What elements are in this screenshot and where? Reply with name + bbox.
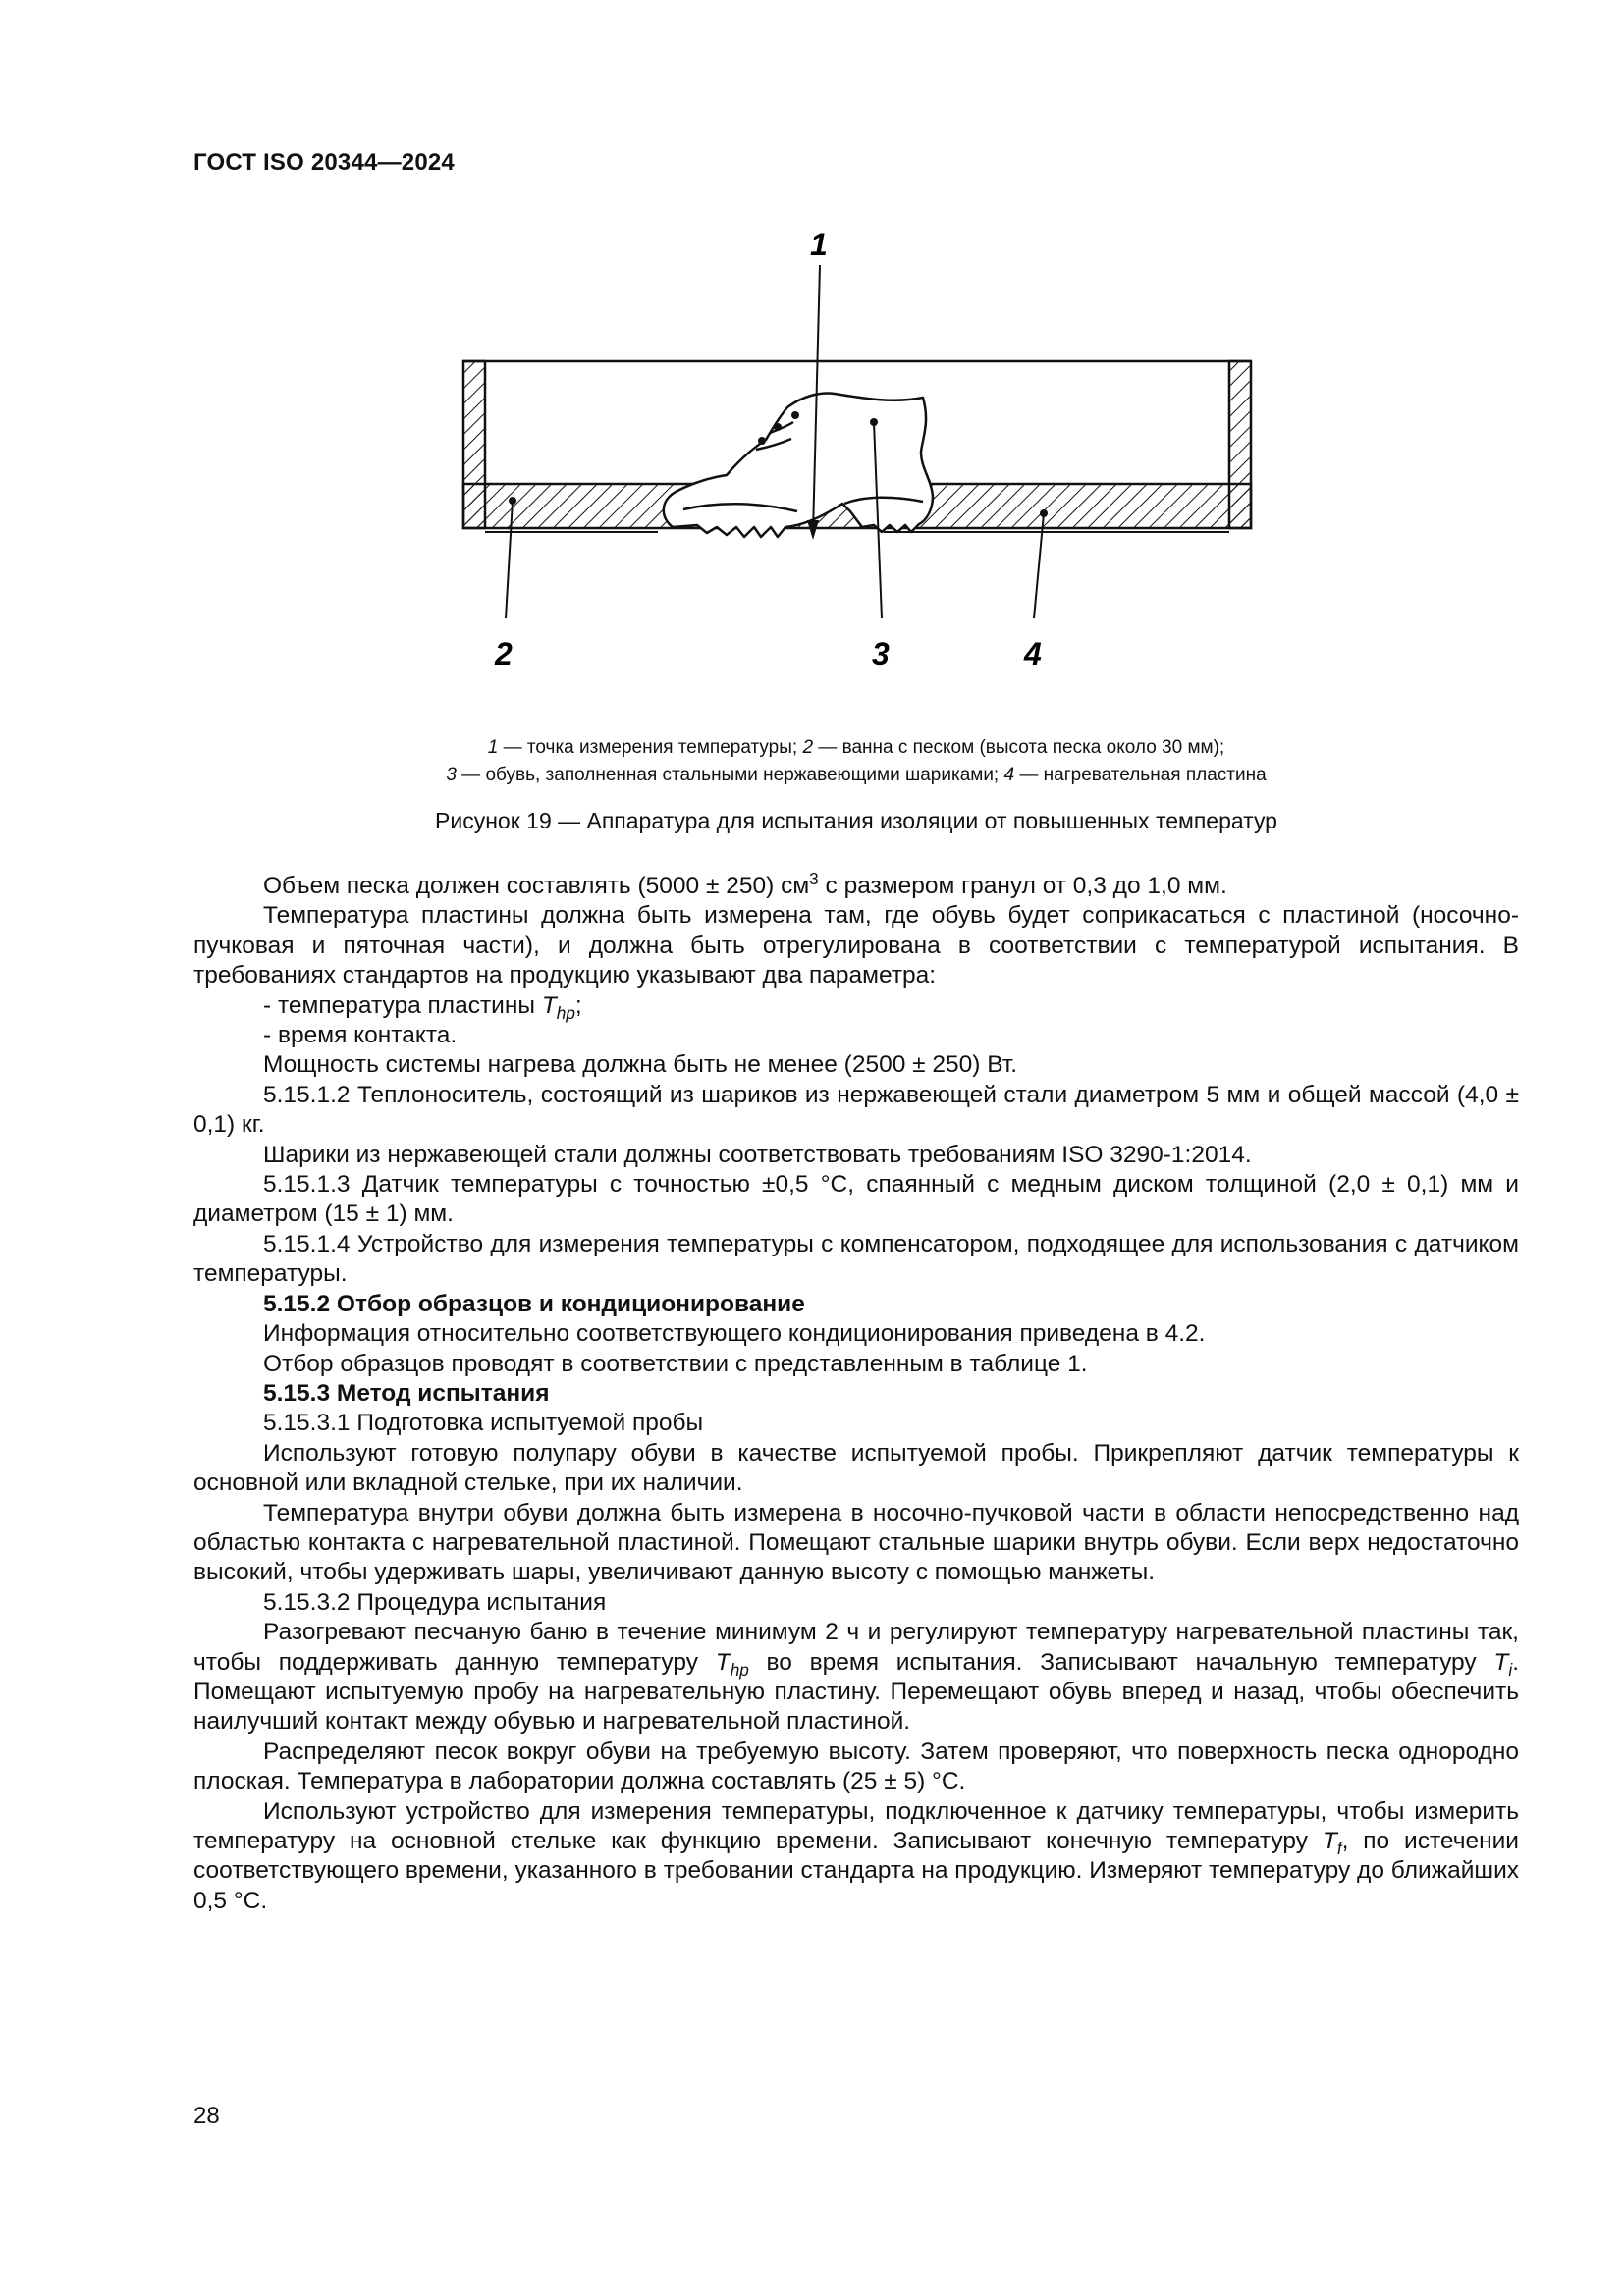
callout-2-label: 2 <box>495 636 513 671</box>
sand-layer <box>485 532 1229 534</box>
paragraph <box>193 1141 1519 1170</box>
text-run: Температура пластины должна быть измерена там, где обувь будет соприкасаться с пластиной (носочно-пучковая и пяточная части), и должна быть отрегулирована в соответствии с температурой испытания. В требованиях стандартов на продукцию указывают два параметра: <box>193 902 1519 989</box>
text-run: T <box>715 1648 731 1676</box>
page-number: 28 <box>193 2103 220 2129</box>
text-run: T <box>1493 1648 1509 1676</box>
paragraph <box>193 1797 1519 1917</box>
text-run: Распределяют песок вокруг обуви на требуемую высоту. Затем проверяют, что поверхность песка однородно плоская. Температура в лаборатории должна составлять (25 ± 5) °С. <box>193 1737 1519 1795</box>
text-run: f <box>1336 1838 1342 1858</box>
text-run: T <box>541 991 557 1019</box>
paragraph <box>193 1439 1519 1499</box>
text-run: Шарики из нержавеющей стали должны соответствовать требованиям ISO 3290-1:2014. <box>263 1141 1252 1168</box>
text-run: 5.15.3.2 Процедура испытания <box>263 1588 607 1616</box>
text-run: Отбор образцов проводят в соответствии с представленным в таблице 1. <box>263 1350 1088 1377</box>
paragraph <box>193 1350 1519 1379</box>
figure-legend-line-1 <box>196 734 1516 762</box>
body-text <box>193 868 1519 1916</box>
text-run: Разогревают песчаную баню в течение минимум 2 ч и регулируют температуру нагревательной пластины так, чтобы поддерживать данную температуру <box>193 1619 1519 1676</box>
legend-num: 1 <box>487 737 499 758</box>
paragraph <box>193 1499 1519 1588</box>
paragraph <box>193 1618 1519 1737</box>
text-run: , по истечении соответствующего времени, указанного в требовании стандарта на продукцию. Измеряют температуру до ближайших 0,5 °С. <box>193 1828 1519 1914</box>
legend-text: — нагревательная пластина <box>1014 765 1267 785</box>
paragraph <box>193 1588 1519 1618</box>
text-run: 5.15.3.1 Подготовка испытуемой пробы <box>263 1410 704 1437</box>
paragraph <box>193 1230 1519 1290</box>
section-heading <box>193 1290 1519 1319</box>
text-run: - время контакта. <box>263 1022 458 1049</box>
legend-num: 3 <box>446 765 457 785</box>
text-run: Мощность системы нагрева должна быть не менее (2500 ± 250) Вт. <box>263 1051 1018 1079</box>
text-run: 5.15.2 Отбор образцов и кондиционирование <box>263 1290 805 1317</box>
callout-1-label: 1 <box>810 227 828 262</box>
text-run: Используют готовую полупару обуви в качестве испытуемой пробы. Прикрепляют датчик температуры к основной или вкладной стельке, при их наличии. <box>193 1439 1519 1497</box>
paragraph <box>193 1319 1519 1349</box>
paragraph <box>193 901 1519 990</box>
text-run: . Помещают испытуемую пробу на нагревательную пластину. Перемещают обувь вперед и назад, чтобы обеспечить наилучший контакт между обувью и нагревательной пластиной. <box>193 1648 1519 1735</box>
callout-4-label: 4 <box>1024 636 1042 671</box>
paragraph <box>193 1050 1519 1080</box>
text-run: Объем песка должен составлять (5000 ± 250) см <box>263 873 810 899</box>
document-header: ГОСТ ISO 20344—2024 <box>193 149 455 176</box>
text-run: - температура пластины <box>263 991 542 1019</box>
section-heading <box>193 1379 1519 1409</box>
text-run: T <box>1322 1828 1337 1854</box>
text-run: 5.15.1.2 Теплоноситель, состоящий из шариков из нержавеющей стали диаметром 5 мм и общей массой (4,0 ± 0,1) кг. <box>193 1081 1519 1139</box>
text-run: во время испытания. Записывают начальную температуру <box>748 1648 1494 1676</box>
text-run: 5.15.1.3 Датчик температуры с точностью ±0,5 °С, спаянный с медным диском толщиной (2,0 ± 0,1) мм и диаметром (15 ± 1) мм. <box>193 1171 1519 1228</box>
text-run: hp <box>556 1002 575 1023</box>
paragraph <box>193 1170 1519 1230</box>
text-run: Информация относительно соответствующего кондиционирования приведена в 4.2. <box>263 1320 1206 1348</box>
figure-legend-line-2 <box>196 762 1516 789</box>
legend-num: 4 <box>1003 765 1015 785</box>
text-run: hp <box>730 1659 749 1680</box>
legend-text: — обувь, заполненная стальными нержавеющими шариками; <box>456 765 1004 785</box>
legend-num: 2 <box>802 737 814 758</box>
legend-text: — точка измерения температуры; <box>498 737 803 758</box>
text-run: с размером гранул от 0,3 до 1,0 мм. <box>818 873 1227 899</box>
paragraph <box>193 1409 1519 1438</box>
text-run: i <box>1508 1659 1513 1680</box>
text-run: ; <box>574 991 582 1019</box>
apparatus-figure <box>432 221 1276 731</box>
text-run: 5.15.1.4 Устройство для измерения температуры с компенсатором, подходящее для использования с датчиком температуры. <box>193 1230 1519 1288</box>
callout-3-label: 3 <box>872 636 890 671</box>
shoe-outline <box>664 394 933 537</box>
list-item <box>193 1021 1519 1050</box>
paragraph <box>193 868 1519 901</box>
paragraph <box>193 1081 1519 1141</box>
paragraph <box>193 1737 1519 1797</box>
text-run: 3 <box>809 868 819 888</box>
text-run: Используют устройство для измерения температуры, подключенное к датчику температуры, чтобы измерить температуру на основной стельке как функцию времени. Записывают конечную температуру <box>193 1797 1519 1854</box>
text-run: 5.15.3 Метод испытания <box>263 1379 550 1407</box>
legend-text: — ванна с песком (высота песка около 30 мм); <box>813 737 1225 758</box>
list-item <box>193 991 1519 1021</box>
figure-caption: Рисунок 19 — Аппаратура для испытания изоляции от повышенных температур <box>435 808 1277 833</box>
text-run: Температура внутри обуви должна быть измерена в носочно-пучковой части в области непосредственно над областью контакта с нагревательной пластиной. Помещают стальные шарики внутрь обуви. Если верх недостаточно высокий, чтобы удерживать шары, увеличивают данную высоту с помощью манжеты. <box>193 1499 1519 1586</box>
